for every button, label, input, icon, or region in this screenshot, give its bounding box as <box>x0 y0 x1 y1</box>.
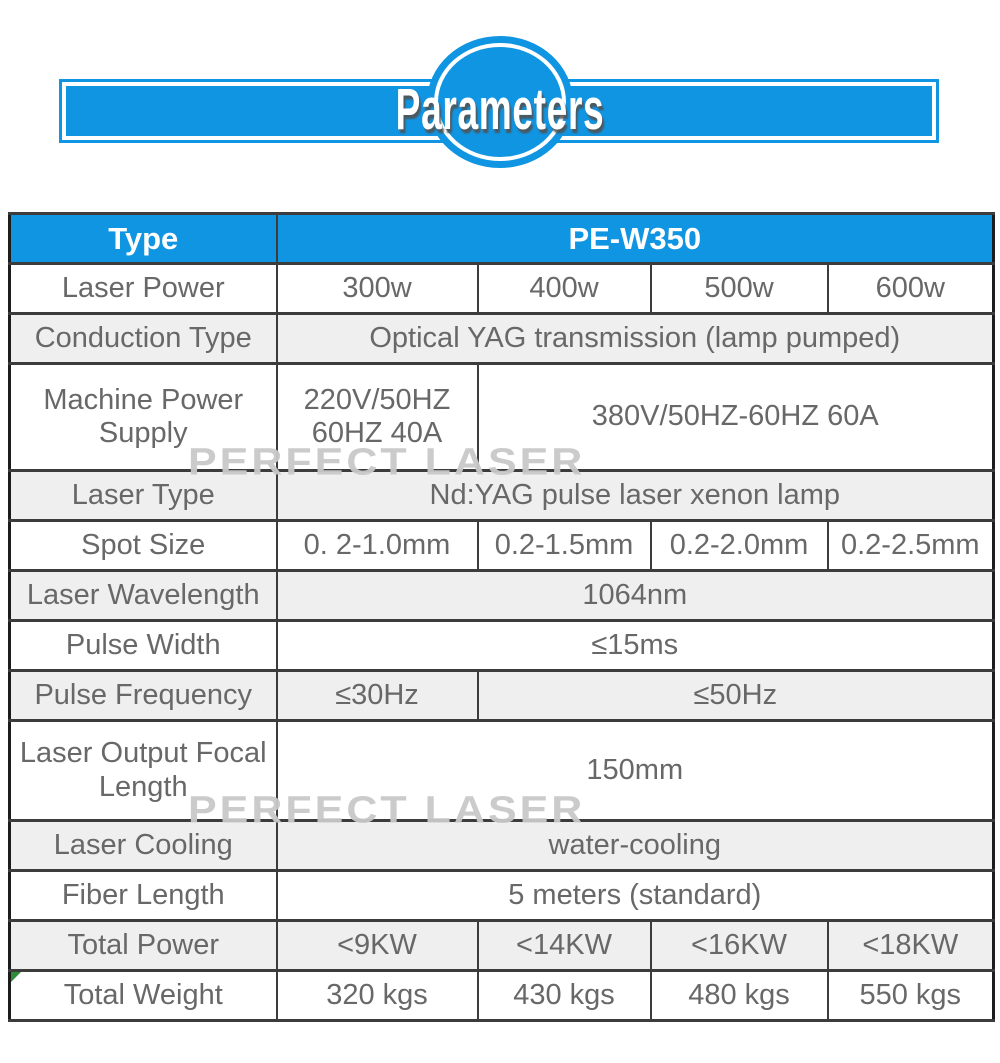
cell-value: 300w <box>277 264 478 314</box>
cell-value: ≤15ms <box>277 621 994 671</box>
row-label: Laser Type <box>10 471 277 521</box>
cell-value: <16KW <box>651 921 828 971</box>
row-label: Laser Cooling <box>10 821 277 871</box>
table-row-fiber-length <box>10 871 994 921</box>
table-row-laser-cooling <box>10 821 994 871</box>
row-label: Fiber Length <box>10 871 277 921</box>
cell-value: 550 kgs <box>828 971 994 1021</box>
cell-value: ≤30Hz <box>277 671 478 721</box>
cell-value: 0.2-1.5mm <box>478 521 651 571</box>
table-row-total-weight <box>10 971 994 1021</box>
row-label: Spot Size <box>10 521 277 571</box>
cell-value: 1064nm <box>277 571 994 621</box>
header-model-cell: PE-W350 <box>277 214 994 264</box>
banner-title-wrap <box>0 77 1000 142</box>
table-row-pulse-frequency <box>10 671 994 721</box>
table-row-machine-power-supply <box>10 364 994 471</box>
row-label: Laser Output Focal Length <box>10 721 277 821</box>
watermark-text: PERFECT LASER <box>188 788 586 832</box>
cell-value: 5 meters (standard) <box>277 871 994 921</box>
row-label-text: Total Weight <box>63 978 223 1011</box>
cell-value: 380V/50HZ-60HZ 60A <box>478 364 994 471</box>
table-row-laser-type <box>10 471 994 521</box>
cell-value: 0.2-2.5mm <box>828 521 994 571</box>
table-row-laser-output-focal-length <box>10 721 994 821</box>
cell-value: Optical YAG transmission (lamp pumped) <box>277 314 994 364</box>
cell-value: <18KW <box>828 921 994 971</box>
table-row-laser-wavelength <box>10 571 994 621</box>
row-label: Machine Power Supply <box>10 364 277 471</box>
row-label: Total Power <box>10 921 277 971</box>
banner-title: Parameters <box>395 77 605 142</box>
cell-value: 220V/50HZ 60HZ 40A <box>277 364 478 471</box>
table-row-spot-size <box>10 521 994 571</box>
cell-corner-marker-icon <box>11 972 21 982</box>
cell-value: 0. 2-1.0mm <box>277 521 478 571</box>
cell-value: Nd:YAG pulse laser xenon lamp <box>277 471 994 521</box>
cell-value: <14KW <box>478 921 651 971</box>
cell-value: 150mm <box>277 721 994 821</box>
cell-value: 430 kgs <box>478 971 651 1021</box>
cell-value: 480 kgs <box>651 971 828 1021</box>
header-type-cell: Type <box>10 214 277 264</box>
row-label: Pulse Frequency <box>10 671 277 721</box>
cell-value: 500w <box>651 264 828 314</box>
row-label: Laser Power <box>10 264 277 314</box>
table-row-conduction-type <box>10 314 994 364</box>
cell-value: 400w <box>478 264 651 314</box>
spec-table <box>8 212 995 1022</box>
cell-value: <9KW <box>277 921 478 971</box>
cell-value: 600w <box>828 264 994 314</box>
row-label: Laser Wavelength <box>10 571 277 621</box>
watermark-text: PERFECT LASER <box>188 440 586 484</box>
table-header-row <box>10 214 994 264</box>
row-label: Pulse Width <box>10 621 277 671</box>
row-label <box>10 971 277 1021</box>
cell-value: water-cooling <box>277 821 994 871</box>
cell-value: 320 kgs <box>277 971 478 1021</box>
table-row-laser-power <box>10 264 994 314</box>
table-row-total-power <box>10 921 994 971</box>
row-label: Conduction Type <box>10 314 277 364</box>
cell-value: 0.2-2.0mm <box>651 521 828 571</box>
table-row-pulse-width <box>10 621 994 671</box>
cell-value: ≤50Hz <box>478 671 994 721</box>
